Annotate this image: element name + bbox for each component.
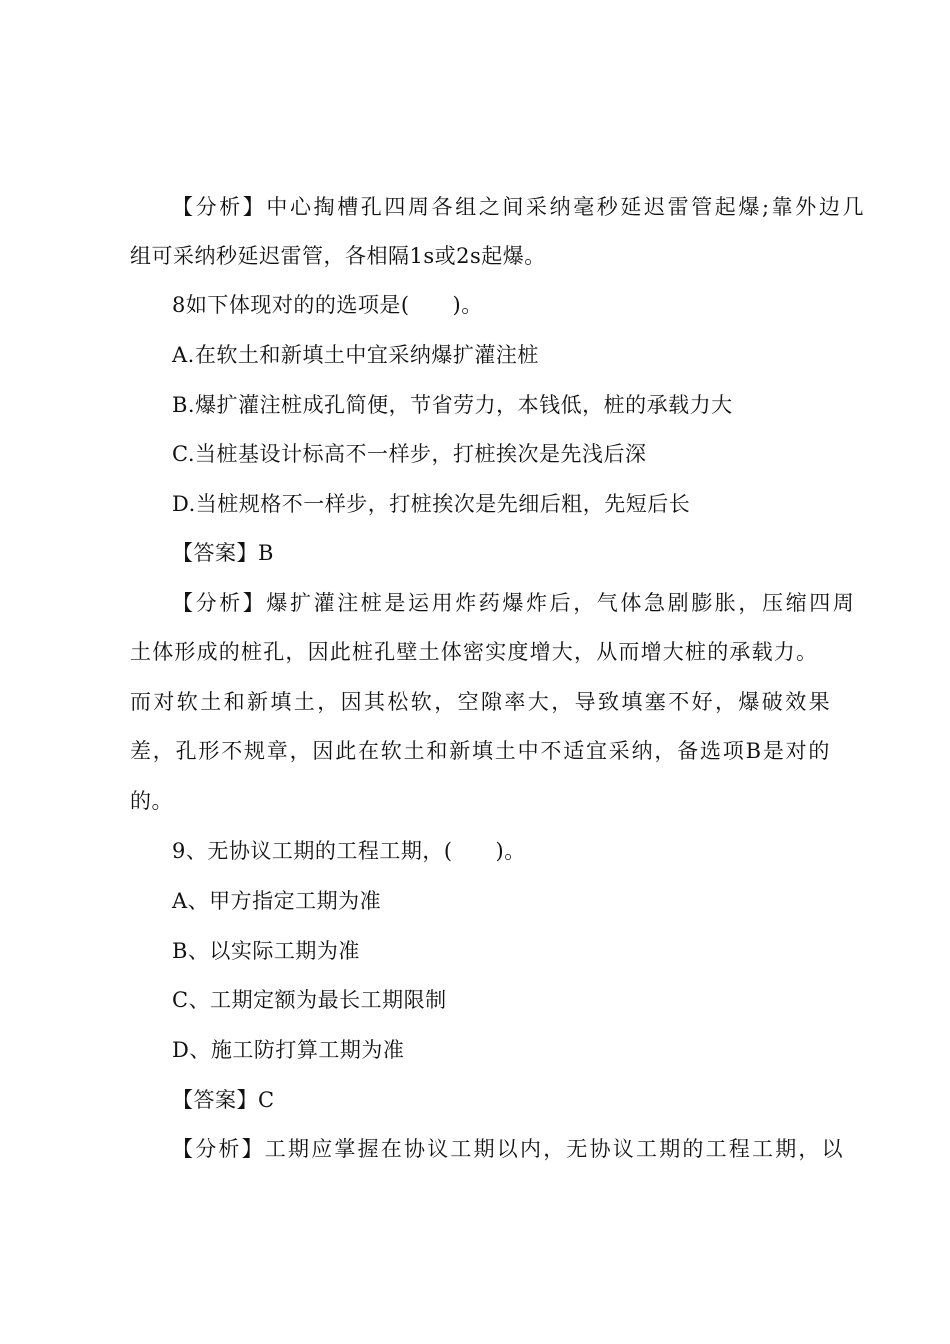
question-8-option-d: D.当桩规格不一样步，打桩挨次是先细后粗，先短后长 xyxy=(172,492,691,516)
question-9-answer: 【答案】C xyxy=(172,1088,275,1112)
analysis-paragraph-line: 【分析】中心掏槽孔四周各组之间采纳毫秒延迟雷管起爆;靠外边几 xyxy=(172,195,867,219)
question-9-option-a: A、甲方指定工期为准 xyxy=(172,889,382,913)
question-8-option-a: A.在软土和新填土中宜采纳爆扩灌注桩 xyxy=(172,343,539,367)
question-8-answer: 【答案】B xyxy=(172,541,274,565)
question-8-analysis-line: 而对软土和新填土，因其松软，空隙率大，导致填塞不好，爆破效果 xyxy=(130,690,832,714)
analysis-paragraph-line: 组可采纳秒延迟雷管，各相隔1s或2s起爆。 xyxy=(130,244,546,268)
question-9-stem: 9、无协议工期的工程工期，( )。 xyxy=(172,839,526,863)
question-9-option-c: C、工期定额为最长工期限制 xyxy=(172,988,447,1012)
question-8-analysis-line: 【分析】爆扩灌注桩是运用炸药爆炸后，气体急剧膨胀，压缩四周 xyxy=(172,591,857,615)
question-8-analysis-line: 差，孔形不规章，因此在软土和新填土中不适宜采纳，备选项B是对的 xyxy=(130,739,832,763)
question-8-option-c: C.当桩基设计标高不一样步，打桩挨次是先浅后深 xyxy=(172,442,647,466)
question-9-analysis-line: 【分析】工期应掌握在协议工期以内，无协议工期的工程工期，以 xyxy=(172,1137,845,1161)
question-8-stem: 8如下体现对的的选项是( )。 xyxy=(172,293,483,317)
question-8-option-b: B.爆扩灌注桩成孔简便，节省劳力，本钱低，桩的承载力大 xyxy=(172,393,733,417)
question-9-option-d: D、施工防打算工期为准 xyxy=(172,1038,405,1062)
question-9-option-b: B、以实际工期为准 xyxy=(172,939,360,963)
question-8-analysis-line: 的。 xyxy=(130,789,173,813)
question-8-analysis-line: 土体形成的桩孔，因此桩孔壁土体密实度增大，从而增大桩的承载力。 xyxy=(130,640,819,664)
